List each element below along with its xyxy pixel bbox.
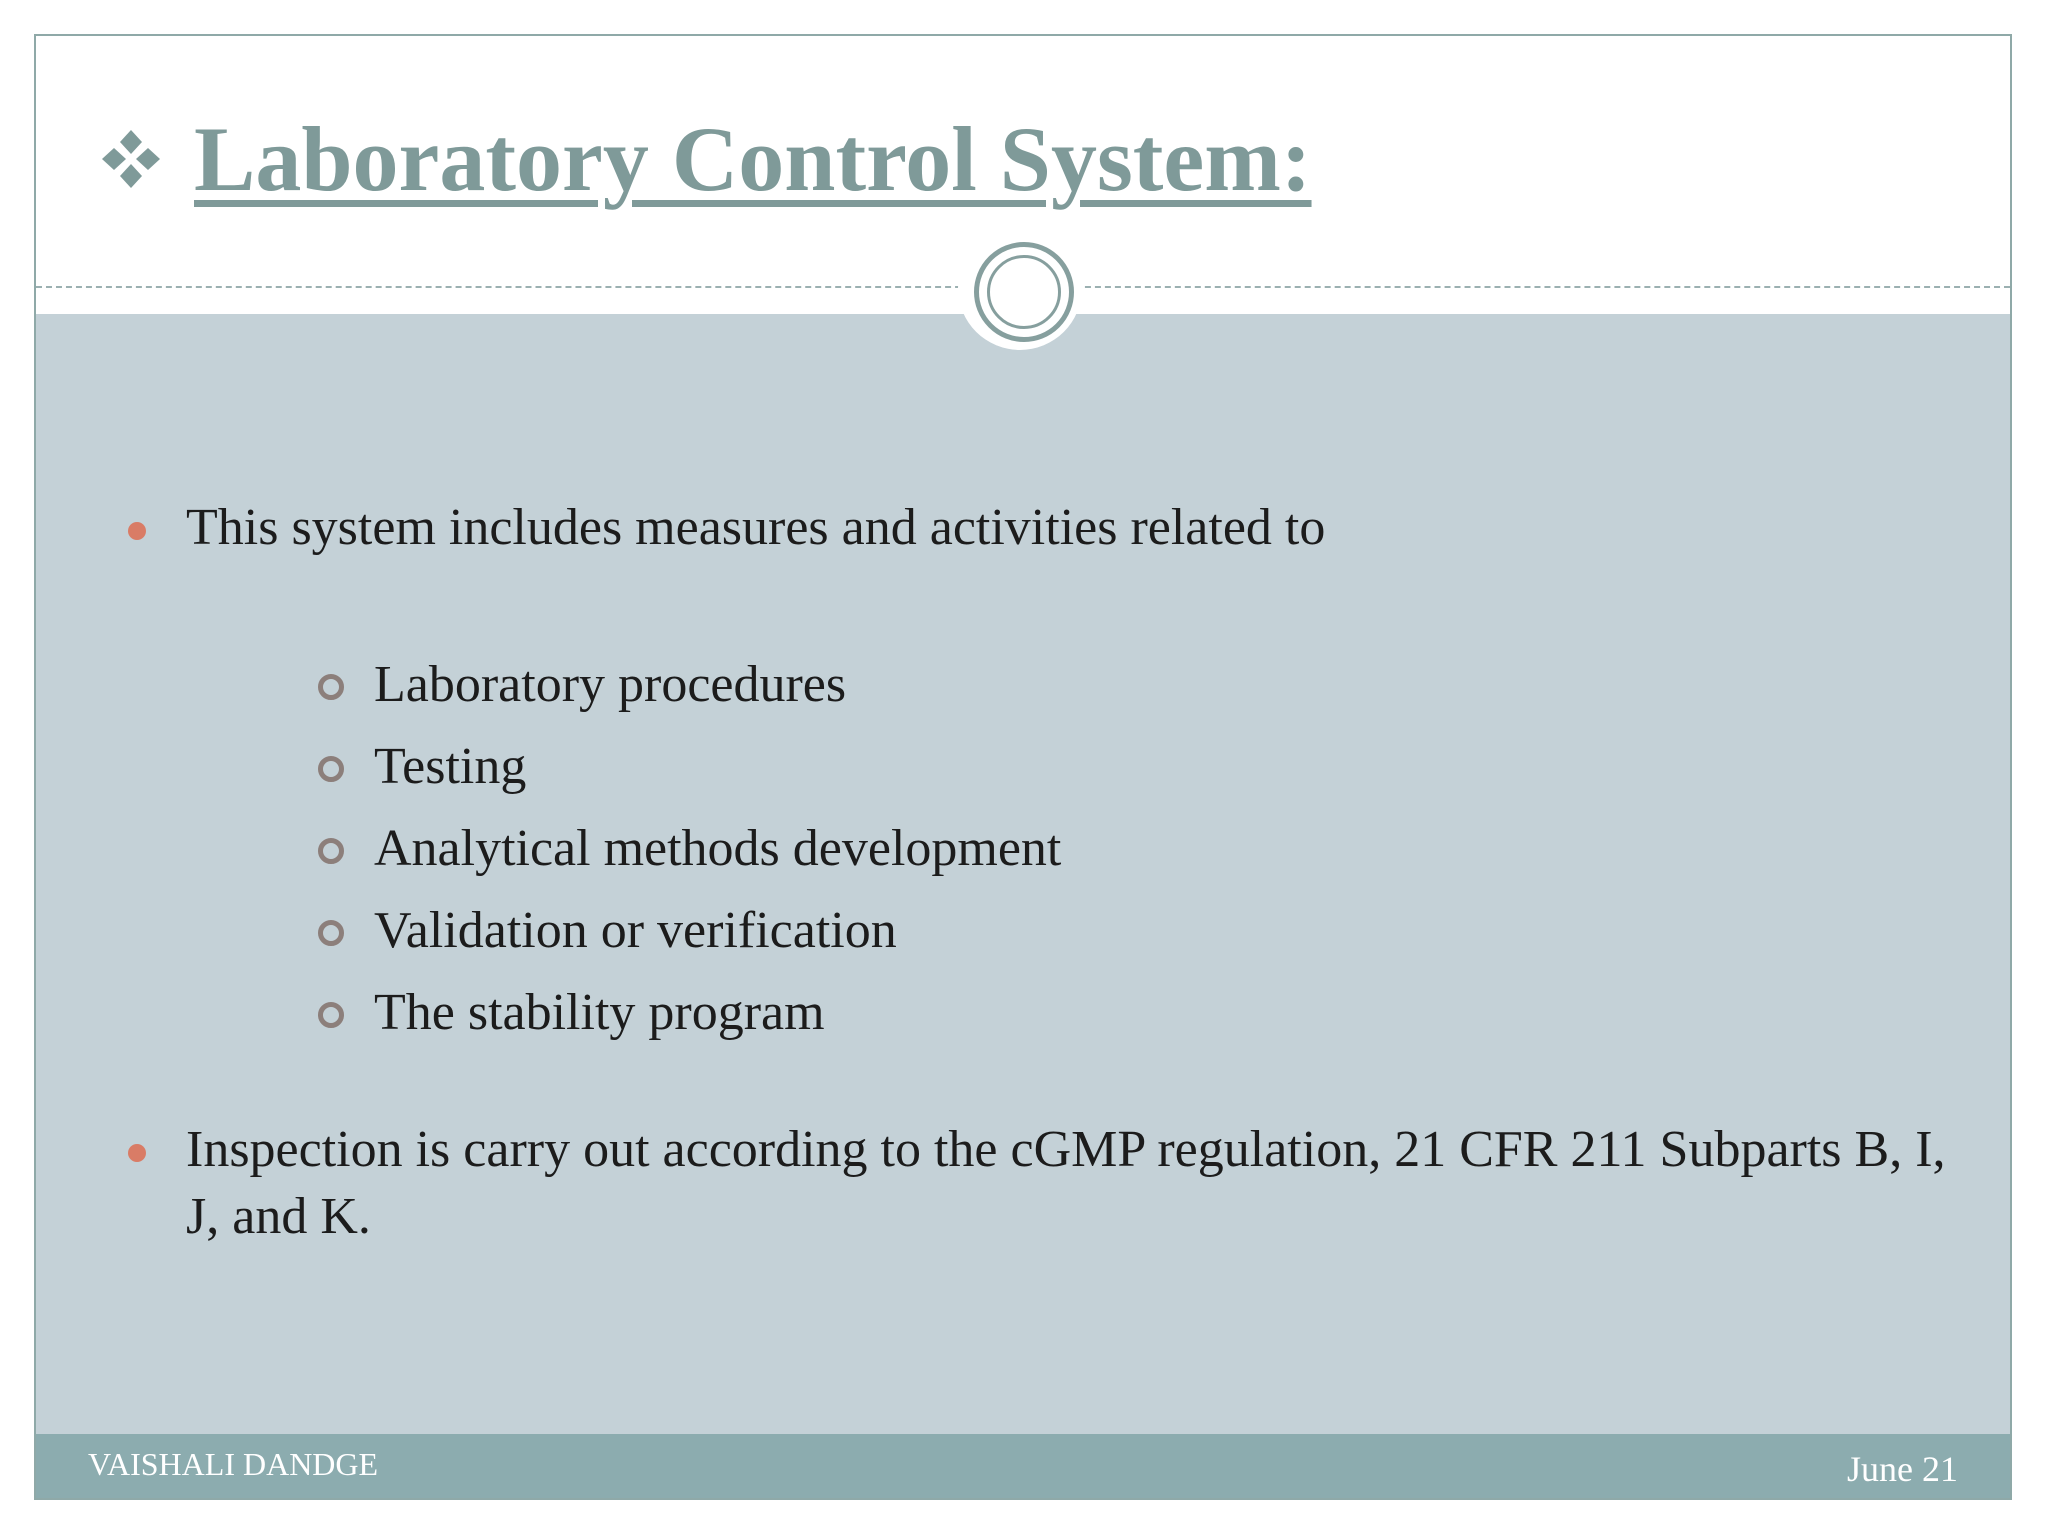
sub-item-text: Analytical methods development	[374, 819, 1062, 877]
slide-title: Laboratory Control System:	[194, 108, 1312, 210]
bullet-item	[92, 1116, 1952, 1251]
title-row	[96, 104, 1312, 214]
four-diamond-bullet-icon	[96, 124, 166, 194]
sub-list-item	[318, 808, 1952, 890]
sub-item-text: Laboratory procedures	[374, 655, 847, 713]
bullet-text: This system includes measures and activities related to	[186, 499, 1326, 556]
ring-bullet-icon	[318, 920, 344, 946]
sub-item-text: Testing	[374, 737, 527, 795]
divider-inner-circle	[987, 255, 1061, 329]
sub-item-text: Validation or verification	[374, 901, 897, 959]
sub-list-container	[92, 644, 1952, 1054]
ring-bullet-icon	[318, 1002, 344, 1028]
sub-list-item	[318, 890, 1952, 972]
bullet-text: Inspection is carry out according to the cGMP regulation, 21 CFR 211 Subparts B, I, J, and K.	[186, 1120, 1946, 1246]
sub-list-item	[318, 644, 1952, 726]
sub-list-item	[318, 726, 1952, 808]
bullet-list	[92, 494, 1952, 1251]
content-area	[36, 314, 2010, 1466]
bullet-dot-icon	[128, 522, 146, 540]
sub-list	[92, 644, 1952, 1054]
footer	[36, 1434, 2010, 1500]
sub-item-text: The stability program	[374, 983, 825, 1041]
ring-bullet-icon	[318, 756, 344, 782]
footer-date: June 21	[1847, 1449, 1958, 1489]
bullet-item	[92, 494, 1952, 562]
footer-author: VAISHALI DANDGE	[88, 1446, 379, 1482]
slide	[34, 34, 2012, 1500]
bullet-dot-icon	[128, 1144, 146, 1162]
sub-list-item	[318, 972, 1952, 1054]
ring-bullet-icon	[318, 674, 344, 700]
ring-bullet-icon	[318, 838, 344, 864]
